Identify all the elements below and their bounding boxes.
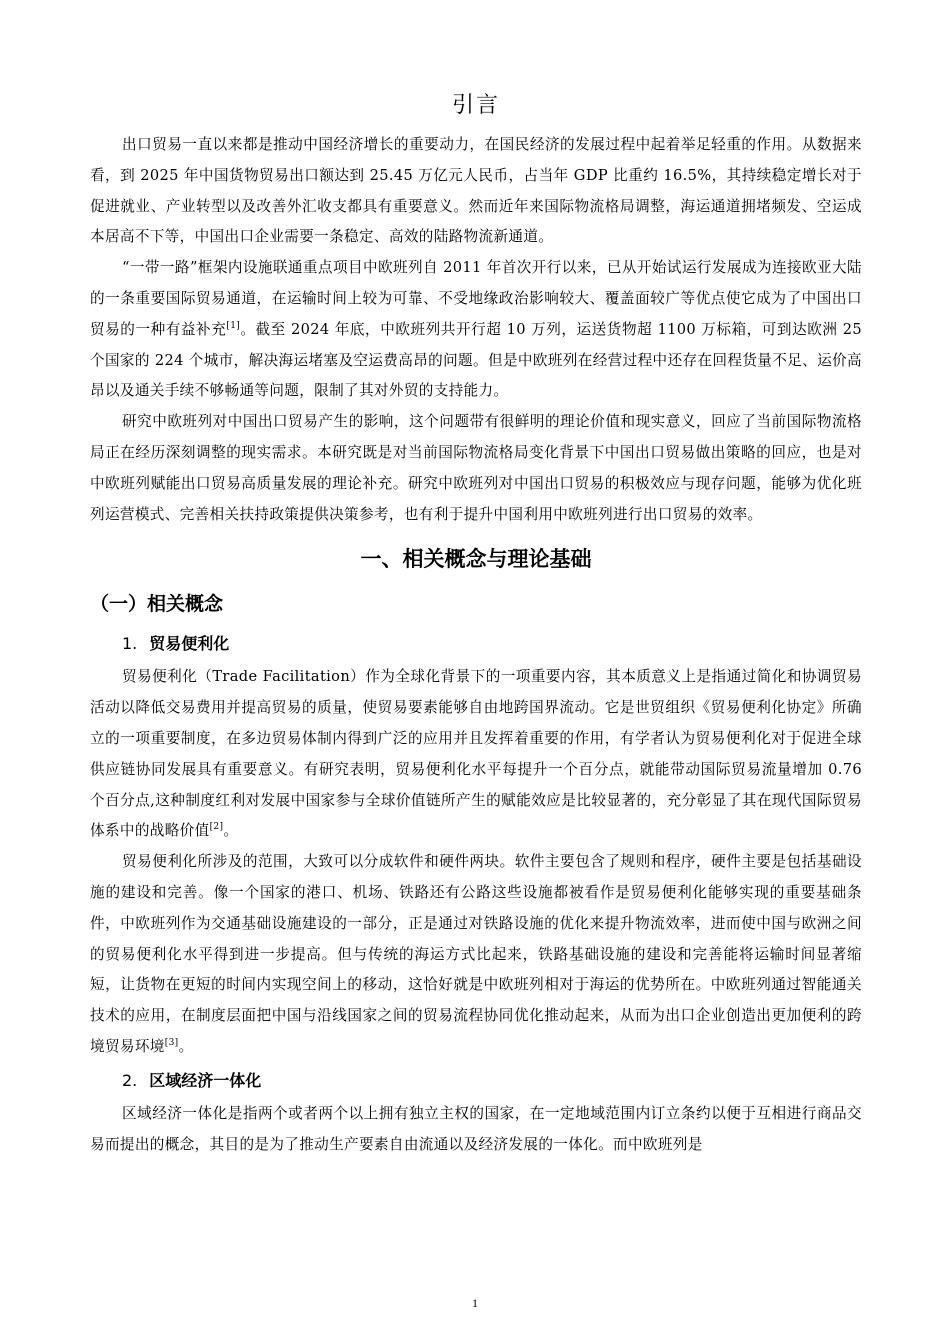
page-number: 1 (472, 1296, 478, 1310)
citation-ref-3[interactable]: [3] (164, 1038, 179, 1049)
chapter-heading: 一、相关概念与理论基础 (360, 547, 592, 572)
citation-ref-2[interactable]: [2] (209, 822, 224, 833)
intro-paragraph-2: “一带一路”框架内设施联通重点项目中欧班列自 2011 年首次开行以来，已从开始试运行发展成为连接欧亚大陆的一条重要国际贸易通道，在运输时间上较为可靠、不受地缘政治影响较大、覆盖面较广等优点使它成为了中国出口贸易的一种有益补充[1]。截至 2024 年底，中欧班列共开行超 10 万列，运送货物超 1100 万标箱，可到达欧洲 25 个国家的 224 个城市，解决海运堵塞及空运费高昂的问题。但是中欧班列在经营过程中还存在回程货量不足、运价高昂以及通关手续不够畅通等问题，限制了其对外贸的支持能力。 (90, 259, 862, 400)
subsection-heading-trade-facilitation (90, 626, 862, 662)
intro-heading: 引言 (451, 93, 500, 118)
page-content (90, 86, 862, 1160)
subsection-heading-regional-integration (90, 1063, 862, 1099)
subsection-title: 贸易便利化 (149, 634, 230, 654)
subsection-number: 2. (122, 1070, 138, 1090)
citation-ref-1[interactable]: [1] (226, 320, 241, 331)
trade-facilitation-paragraph-2: 贸易便利化所涉及的范围，大致可以分成软件和硬件两块。软件主要包含了规则和程序，硬件主要是包括基础设施的建设和完善。像一个国家的港口、机场、铁路还有公路这些设施都被看作是贸易便利化能够实现的重要基础条件，中欧班列作为交通基础设施建设的一部分，正是通过对铁路设施的优化来提升物流效率，进而使中国与欧洲之间的贸易便利化水平得到进一步提高。但与传统的海运方式比起来，铁路基础设施的建设和完善能将运输时间显著缩短，让货物在更短的时间内实现空间上的移动，这恰好就是中欧班列相对于海运的优势所在。中欧班列通过智能通关技术的应用，在制度层面把中国与沿线国家之间的贸易流程协同优化推动起来，从而为出口企业创造出更加便利的跨境贸易环境[3]。 (90, 853, 862, 1055)
subsection-number: 1. (122, 634, 138, 654)
trade-facilitation-paragraph-1: 贸易便利化（Trade Facilitation）作为全球化背景下的一项重要内容，其本质意义上是指通过简化和协调贸易活动以降低交易费用并提高贸易的质量，使贸易要素能够自由地跨国界流动。它是世贸组织《贸易便利化协定》所确立的一项重要制度，在多边贸易体制内得到广泛的应用并且发挥着重要的作用，有学者认为贸易便利化对于促进全球供应链协同发展具有重要意义。有研究表明，贸易便利化水平每提升一个百分点，就能带动国际贸易流量增加 0.76 个百分点,这种制度红利对发展中国家参与全球价值链所产生的赋能效应是比较显著的，充分彰显了其在现代国际贸易体系中的战略价值[2]。 (90, 668, 862, 840)
intro-paragraph-3: 研究中欧班列对中国出口贸易产生的影响，这个问题带有很鲜明的理论价值和现实意义，回应了当前国际物流格局正在经历深刻调整的现实需求。本研究既是对当前国际物流格局变化背景下中国出口贸易做出策略的回应，也是对中欧班列赋能出口贸易高质量发展的理论补充。研究中欧班列对中国出口贸易的积极效应与现存问题，能够为优化班列运营模式、完善相关扶持政策提供决策参考，也有利于提升中国利用中欧班列进行出口贸易的效率。 (90, 413, 862, 523)
subsection-title: 区域经济一体化 (149, 1070, 262, 1090)
regional-integration-paragraph-1: 区域经济一体化是指两个或者两个以上拥有独立主权的国家，在一定地域范围内订立条约以便于互相进行商品交易而提出的概念，其目的是为了推动生产要素自由流通以及经济发展的一体化。而中欧班列是 (90, 1104, 862, 1153)
section-heading: （一）相关概念 (90, 593, 224, 616)
intro-paragraph-1: 出口贸易一直以来都是推动中国经济增长的重要动力，在国民经济的发展过程中起着举足轻重的作用。从数据来看，到 2025 年中国货物贸易出口额达到 25.45 万亿元人民币，占当年 GDP 比重约 16.5%，其持续稳定增长对于促进就业、产业转型以及改善外汇收支都具有重要意义。然而近年来国际物流格局调整，海运通道拥堵频发、空运成本居高不下等，中国出口企业需要一条稳定、高效的陆路物流新通道。 (90, 136, 862, 246)
